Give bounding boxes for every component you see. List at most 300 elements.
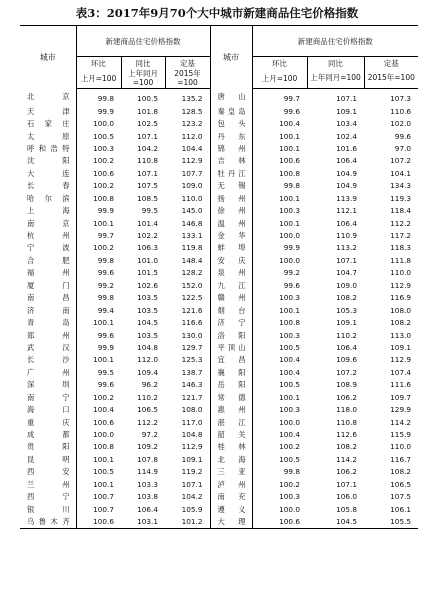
- city-name-left: 西宁: [20, 491, 76, 503]
- mom-value-right: 100.2: [279, 479, 301, 489]
- fixed-value-right: 112.2: [390, 218, 412, 228]
- table-row: [20, 503, 418, 515]
- city-name-right: 丹东: [210, 130, 252, 142]
- fixed-value-right: 111.6: [390, 380, 412, 390]
- fixed-value-left: 146.3: [165, 379, 210, 391]
- fixed-value-left: 107.1: [165, 479, 210, 491]
- table-row: [20, 429, 418, 441]
- fixed-value-left: 112.9: [165, 441, 210, 453]
- mom-value-left: 100.2: [93, 392, 114, 402]
- fixed-value-right: 106.1: [390, 504, 412, 514]
- table-row: [20, 516, 418, 529]
- yoy-value-left: 99.5: [141, 206, 158, 216]
- fixed-value-left: 145.0: [165, 205, 210, 217]
- city-name-right: 无锡: [210, 180, 252, 192]
- mom-value-left: 100.7: [93, 492, 114, 502]
- yoy-value-right: 112.1: [336, 206, 358, 216]
- column-base-yoy-left: 上年同月=100: [121, 69, 165, 89]
- mom-value-right: 100.1: [279, 392, 301, 402]
- fixed-value-left: 104.4: [165, 143, 210, 155]
- city-name-right: 平顶山: [210, 342, 252, 354]
- fixed-value-right: 97.0: [394, 143, 412, 153]
- fixed-value-left: 129.7: [165, 342, 210, 354]
- yoy-value-right: 110.9: [336, 231, 358, 241]
- table-row: [20, 280, 418, 292]
- yoy-value-right: 108.2: [336, 293, 358, 303]
- mom-value-right: 100.4: [279, 367, 301, 377]
- fixed-value-left: 104.8: [165, 429, 210, 441]
- table-row: [20, 491, 418, 503]
- fixed-value-right: 104.1: [390, 168, 412, 178]
- fixed-value-right: 99.6: [394, 131, 412, 141]
- fixed-value-left: 135.2: [165, 89, 210, 106]
- yoy-value-right: 107.2: [336, 367, 358, 377]
- fixed-value-right: 110.0: [390, 268, 412, 278]
- yoy-value-right: 109.1: [336, 106, 358, 116]
- yoy-value-left: 102.5: [137, 119, 158, 129]
- mom-value-right: 99.6: [283, 280, 301, 290]
- yoy-value-left: 110.2: [137, 392, 158, 402]
- fixed-value-left: 105.9: [165, 503, 210, 515]
- city-name-right: 秦皇岛: [210, 105, 252, 117]
- fixed-value-right: 116.9: [390, 293, 412, 303]
- mom-value-left: 100.2: [93, 243, 114, 253]
- city-name-right: 安庆: [210, 255, 252, 267]
- city-name-left: 昆明: [20, 454, 76, 466]
- mom-value-left: 99.9: [97, 106, 114, 116]
- table-row: [20, 118, 418, 130]
- city-name-left: 福州: [20, 267, 76, 279]
- city-name-right: 湛江: [210, 416, 252, 428]
- table-row: [20, 255, 418, 267]
- mom-value-left: 100.8: [93, 193, 114, 203]
- mom-value-left: 100.0: [93, 119, 114, 129]
- city-name-right: 九江: [210, 280, 252, 292]
- fixed-value-left: 104.2: [165, 491, 210, 503]
- city-name-right: 襄阳: [210, 367, 252, 379]
- yoy-value-left: 103.5: [137, 293, 158, 303]
- city-name-left: 宁波: [20, 242, 76, 254]
- city-name-right: 遵义: [210, 503, 252, 515]
- fixed-value-left: 101.2: [165, 516, 210, 529]
- mom-value-left: 100.0: [93, 430, 114, 440]
- table-row: [20, 155, 418, 167]
- city-name-left: 南宁: [20, 392, 76, 404]
- fixed-value-left: 122.5: [165, 292, 210, 304]
- mom-value-right: 100.1: [279, 131, 301, 141]
- column-header-fixed-right: 定基: [383, 58, 399, 68]
- fixed-value-right: 112.9: [390, 355, 412, 365]
- city-name-left: 南昌: [20, 292, 76, 304]
- table-row: [20, 441, 418, 453]
- fixed-value-right: 115.9: [390, 430, 412, 440]
- yoy-value-right: 105.3: [336, 305, 358, 315]
- table-row: [20, 89, 418, 106]
- city-name-right: 济宁: [210, 317, 252, 329]
- yoy-value-right: 109.1: [336, 318, 358, 328]
- city-name-right: 洛阳: [210, 329, 252, 341]
- fixed-value-left: 108.0: [165, 404, 210, 416]
- fixed-value-left: 112.9: [165, 155, 210, 167]
- city-name-left: 青岛: [20, 317, 76, 329]
- city-name-left: 北京: [20, 89, 76, 106]
- city-name-left: 长春: [20, 180, 76, 192]
- fixed-value-right: 134.3: [390, 181, 412, 191]
- table-row: [20, 367, 418, 379]
- city-name-right: 牡丹江: [210, 168, 252, 180]
- city-name-left: 呼和浩特: [20, 143, 76, 155]
- city-name-left: 石家庄: [20, 118, 76, 130]
- fixed-value-right: 107.4: [390, 367, 412, 377]
- mom-value-left: 100.6: [93, 168, 114, 178]
- table-row: [20, 379, 418, 391]
- yoy-value-right: 107.1: [336, 479, 358, 489]
- mom-value-left: 100.1: [93, 218, 114, 228]
- fixed-value-right: 108.2: [390, 318, 412, 328]
- mom-value-left: 99.6: [97, 380, 114, 390]
- city-name-right: 南充: [210, 491, 252, 503]
- mom-value-left: 99.8: [97, 94, 114, 104]
- fixed-value-right: 106.5: [390, 479, 412, 489]
- fixed-value-right: 110.6: [390, 106, 412, 116]
- mom-value-right: 100.3: [279, 492, 301, 502]
- fixed-value-right: 112.9: [390, 280, 412, 290]
- yoy-value-right: 104.5: [307, 516, 364, 529]
- mom-value-left: 100.2: [93, 156, 114, 166]
- fixed-value-left: 133.1: [165, 230, 210, 242]
- fixed-value-left: 110.0: [165, 193, 210, 205]
- yoy-value-left: 102.2: [137, 231, 158, 241]
- fixed-value-right: 107.2: [390, 156, 412, 166]
- mom-value-left: 99.6: [97, 268, 114, 278]
- mom-value-left: 99.2: [97, 280, 114, 290]
- mom-value-right: 100.3: [279, 293, 301, 303]
- yoy-value-right: 104.7: [336, 268, 358, 278]
- yoy-value-right: 113.9: [336, 193, 358, 203]
- city-name-left: 西安: [20, 466, 76, 478]
- mom-value-right: 100.1: [279, 193, 301, 203]
- mom-value-left: 100.5: [93, 467, 114, 477]
- yoy-value-left: 112.0: [137, 355, 158, 365]
- fixed-value-right: 108.0: [390, 305, 412, 315]
- yoy-value-right: 106.0: [336, 492, 358, 502]
- city-name-left: 哈尔滨: [20, 193, 76, 205]
- fixed-value-left: 121.6: [165, 304, 210, 316]
- column-base-fixed-left: 2015年=100: [165, 69, 210, 89]
- city-name-right: 赣州: [210, 292, 252, 304]
- table-row: [20, 317, 418, 329]
- city-name-left: 郑州: [20, 329, 76, 341]
- fixed-value-right: 113.0: [390, 330, 412, 340]
- yoy-value-left: 103.5: [137, 330, 158, 340]
- mom-value-right: 100.8: [279, 168, 301, 178]
- fixed-value-left: 128.2: [165, 267, 210, 279]
- mom-value-left: 100.6: [93, 417, 114, 427]
- fixed-value-right: 109.7: [390, 392, 412, 402]
- city-name-left: 重庆: [20, 416, 76, 428]
- mom-value-right: 99.6: [283, 106, 301, 116]
- city-name-left: 深圳: [20, 379, 76, 391]
- city-name-left: 海口: [20, 404, 76, 416]
- yoy-value-right: 106.2: [336, 392, 358, 402]
- mom-value-right: 100.8: [279, 318, 301, 328]
- fixed-value-right: 105.5: [364, 516, 418, 529]
- column-base-fixed-right: 2015年=100: [364, 69, 418, 89]
- mom-value-left: 100.1: [93, 454, 114, 464]
- yoy-value-left: 106.3: [137, 243, 158, 253]
- yoy-value-left: 108.5: [137, 193, 158, 203]
- fixed-value-right: 119.3: [390, 193, 412, 203]
- city-name-right: 大理: [210, 516, 252, 529]
- yoy-value-left: 103.1: [121, 516, 165, 529]
- city-name-right: 吉林: [210, 155, 252, 167]
- table-row: [20, 404, 418, 416]
- column-header-mom-right: 环比: [252, 57, 307, 70]
- yoy-value-left: 107.1: [137, 131, 158, 141]
- city-name-right: 温州: [210, 217, 252, 229]
- mom-value-right: 100.4: [279, 119, 301, 129]
- mom-value-left: 99.8: [97, 255, 114, 265]
- city-name-left: 银川: [20, 503, 76, 515]
- city-name-left: 合肥: [20, 255, 76, 267]
- yoy-value-right: 106.4: [336, 156, 358, 166]
- table-row: [20, 230, 418, 242]
- fixed-value-left: 146.8: [165, 217, 210, 229]
- fixed-value-left: 123.2: [165, 118, 210, 130]
- price-index-table: [20, 25, 418, 529]
- fixed-value-left: 112.0: [165, 130, 210, 142]
- column-header-city-right: 城市: [210, 26, 252, 89]
- city-name-right: 桂林: [210, 441, 252, 453]
- city-name-right: 锦州: [210, 143, 252, 155]
- city-name-left: 太原: [20, 130, 76, 142]
- city-name-right: 泉州: [210, 267, 252, 279]
- mom-value-right: 100.5: [279, 454, 301, 464]
- yoy-value-left: 106.5: [137, 405, 158, 415]
- table-row: [20, 354, 418, 366]
- fixed-value-right: 116.7: [390, 454, 412, 464]
- yoy-value-left: 102.6: [137, 280, 158, 290]
- city-name-right: 三亚: [210, 466, 252, 478]
- fixed-value-left: 148.4: [165, 255, 210, 267]
- yoy-value-left: 109.2: [137, 442, 158, 452]
- yoy-value-right: 109.6: [336, 355, 358, 365]
- yoy-value-right: 106.4: [336, 342, 358, 352]
- yoy-value-left: 106.4: [137, 504, 158, 514]
- mom-value-left: 99.6: [97, 330, 114, 340]
- mom-value-right: 100.6: [252, 516, 307, 529]
- mom-value-right: 100.3: [279, 405, 301, 415]
- fixed-value-right: 111.8: [390, 255, 412, 265]
- mom-value-right: 100.0: [279, 255, 301, 265]
- fixed-value-left: 109.1: [165, 454, 210, 466]
- mom-value-right: 100.4: [279, 355, 301, 365]
- yoy-value-right: 101.6: [336, 143, 358, 153]
- fixed-value-right: 114.2: [390, 417, 412, 427]
- table-row: [20, 304, 418, 316]
- mom-value-left: 100.3: [93, 143, 114, 153]
- fixed-value-left: 125.3: [165, 354, 210, 366]
- table-row: [20, 217, 418, 229]
- fixed-value-left: 117.0: [165, 416, 210, 428]
- city-name-left: 济南: [20, 304, 76, 316]
- city-name-right: 泸州: [210, 479, 252, 491]
- city-name-left: 沈阳: [20, 155, 76, 167]
- yoy-value-right: 109.0: [336, 280, 358, 290]
- fixed-value-right: 118.4: [390, 206, 412, 216]
- column-header-yoy-right: 同比: [307, 57, 364, 70]
- mom-value-right: 100.6: [279, 156, 301, 166]
- mom-value-right: 100.0: [279, 231, 301, 241]
- fixed-value-left: 138.7: [165, 367, 210, 379]
- yoy-value-left: 103.8: [137, 492, 158, 502]
- yoy-value-left: 97.2: [141, 430, 158, 440]
- table-row: [20, 292, 418, 304]
- table-row: [20, 392, 418, 404]
- mom-value-left: 100.8: [93, 442, 114, 452]
- yoy-value-left: 104.5: [137, 318, 158, 328]
- table-row: [20, 130, 418, 142]
- table-row: [20, 242, 418, 254]
- fixed-value-left: 119.8: [165, 242, 210, 254]
- yoy-value-left: 107.8: [137, 454, 158, 464]
- yoy-value-left: 114.9: [137, 467, 158, 477]
- fixed-value-right: 102.0: [390, 119, 412, 129]
- yoy-value-left: 101.0: [137, 255, 158, 265]
- column-base-mom-left: 上月=100: [76, 69, 121, 89]
- mom-value-left: 99.4: [97, 305, 114, 315]
- mom-value-left: 100.4: [93, 405, 114, 415]
- mom-value-left: 100.1: [93, 318, 114, 328]
- yoy-value-right: 118.0: [336, 405, 358, 415]
- city-name-left: 上海: [20, 205, 76, 217]
- city-name-left: 武汉: [20, 342, 76, 354]
- fixed-value-right: 108.2: [390, 467, 412, 477]
- table-row: [20, 479, 418, 491]
- fixed-value-left: 128.5: [165, 105, 210, 117]
- fixed-value-left: 130.0: [165, 329, 210, 341]
- yoy-value-left: 104.8: [137, 342, 158, 352]
- fixed-value-right: 117.2: [390, 231, 412, 241]
- yoy-value-left: 103.5: [137, 305, 158, 315]
- yoy-value-left: 103.3: [137, 479, 158, 489]
- table-title: 表3：2017年9月70个大中城市新建商品住宅价格指数: [75, 6, 359, 20]
- city-name-left: 兰州: [20, 479, 76, 491]
- mom-value-right: 99.8: [283, 467, 301, 477]
- yoy-value-right: 110.2: [336, 330, 358, 340]
- mom-value-left: 99.7: [97, 231, 114, 241]
- city-name-right: 蚌埠: [210, 242, 252, 254]
- fixed-value-left: 152.0: [165, 280, 210, 292]
- fixed-value-right: 110.0: [390, 442, 412, 452]
- fixed-value-left: 109.0: [165, 180, 210, 192]
- yoy-value-right: 105.8: [336, 504, 358, 514]
- yoy-value-left: 109.4: [137, 367, 158, 377]
- column-header-group-right: 新建商品住宅价格指数: [252, 26, 418, 57]
- table-row: [20, 267, 418, 279]
- mom-value-left: 100.1: [93, 479, 114, 489]
- fixed-value-right: 109.1: [390, 342, 412, 352]
- mom-value-left: 99.9: [97, 342, 114, 352]
- table-row: [20, 143, 418, 155]
- column-base-yoy-right: 上年同月=100: [307, 69, 364, 89]
- mom-value-right: 99.9: [283, 243, 301, 253]
- column-header-yoy-left: 同比: [121, 57, 165, 70]
- fixed-value-right: 107.3: [390, 94, 412, 104]
- fixed-value-left: 116.6: [165, 317, 210, 329]
- city-name-right: 烟台: [210, 304, 252, 316]
- yoy-value-right: 107.1: [336, 94, 358, 104]
- yoy-value-right: 108.2: [336, 442, 358, 452]
- yoy-value-right: 104.9: [336, 181, 358, 191]
- column-header-group-left: 新建商品住宅价格指数: [76, 26, 210, 57]
- mom-value-right: 100.3: [279, 206, 301, 216]
- yoy-value-left: 107.5: [137, 181, 158, 191]
- yoy-value-left: 104.2: [137, 143, 158, 153]
- city-name-right: 常德: [210, 392, 252, 404]
- mom-value-left: 100.1: [93, 355, 114, 365]
- yoy-value-right: 106.2: [336, 467, 358, 477]
- mom-value-right: 100.5: [279, 380, 301, 390]
- mom-value-right: 100.1: [279, 218, 301, 228]
- mom-value-right: 100.5: [279, 342, 301, 352]
- yoy-value-right: 114.2: [336, 454, 358, 464]
- city-name-left: 乌鲁木齐: [20, 516, 76, 529]
- yoy-value-left: 112.2: [137, 417, 158, 427]
- city-name-right: 北海: [210, 454, 252, 466]
- city-name-left: 厦门: [20, 280, 76, 292]
- city-name-left: 成都: [20, 429, 76, 441]
- fixed-value-left: 107.7: [165, 168, 210, 180]
- city-name-right: 唐山: [210, 89, 252, 106]
- yoy-value-left: 110.8: [137, 156, 158, 166]
- yoy-value-left: 101.8: [137, 106, 158, 116]
- city-name-left: 南京: [20, 217, 76, 229]
- fixed-value-left: 119.2: [165, 466, 210, 478]
- column-header-city-left: 城市: [20, 26, 76, 89]
- mom-value-left: 100.2: [93, 181, 114, 191]
- yoy-value-left: 101.5: [137, 268, 158, 278]
- column-header-fixed-left: 定基: [165, 57, 210, 70]
- table-row: [20, 329, 418, 341]
- city-name-right: 包头: [210, 118, 252, 130]
- table-row: [20, 416, 418, 428]
- mom-value-left: 99.9: [97, 206, 114, 216]
- yoy-value-right: 106.4: [336, 218, 358, 228]
- city-name-right: 宜昌: [210, 354, 252, 366]
- fixed-value-right: 118.3: [390, 243, 412, 253]
- yoy-value-right: 112.6: [336, 430, 358, 440]
- mom-value-left: 100.7: [93, 504, 114, 514]
- city-name-left: 大连: [20, 168, 76, 180]
- yoy-value-left: 107.1: [137, 168, 158, 178]
- table-row: [20, 193, 418, 205]
- yoy-value-right: 107.1: [336, 255, 358, 265]
- city-name-right: 岳阳: [210, 379, 252, 391]
- mom-value-right: 100.3: [279, 330, 301, 340]
- city-name-right: 金华: [210, 230, 252, 242]
- city-name-left: 贵阳: [20, 441, 76, 453]
- mom-value-right: 99.2: [283, 268, 301, 278]
- fixed-value-right: 129.9: [390, 405, 412, 415]
- table-row: [20, 180, 418, 192]
- yoy-value-right: 113.2: [336, 243, 358, 253]
- mom-value-right: 100.1: [279, 305, 301, 315]
- fixed-value-left: 121.7: [165, 392, 210, 404]
- yoy-value-right: 102.4: [336, 131, 358, 141]
- mom-value-left: 99.8: [97, 293, 114, 303]
- fixed-value-right: 107.5: [390, 492, 412, 502]
